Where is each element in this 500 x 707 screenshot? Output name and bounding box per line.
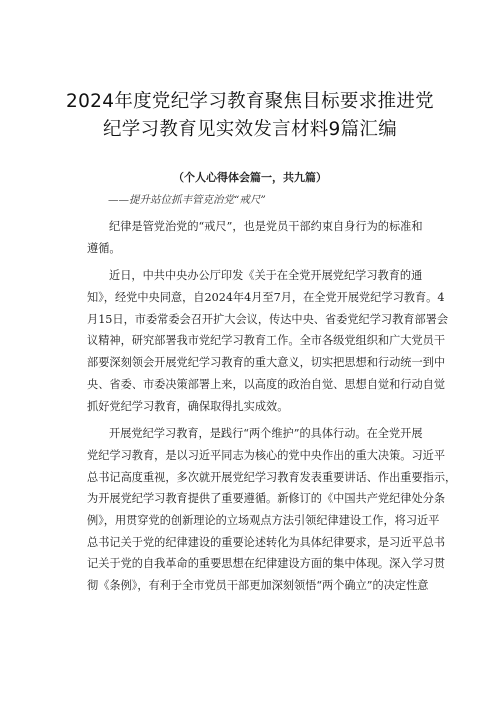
body-line: 彻《条例》，有利于全市党员干部更加深刻领悟“两个确立”的决定性意 bbox=[87, 579, 429, 592]
body-line: 抓好党纪学习教育，确保取得扎实成效。 bbox=[87, 399, 289, 413]
title-line-1: 2024年度党纪学习教育聚焦目标要求推进党 bbox=[66, 91, 434, 112]
body-line: 央、省委、市委决策部署上来，以高度的政治自觉、思想自觉和行动自觉 bbox=[87, 377, 446, 391]
body-line: 遵循。 bbox=[87, 241, 121, 255]
body-line: 开展党纪学习教育，是践行“两个维护”的具体行动。在全党开展 bbox=[109, 427, 423, 441]
title-line-2: 纪学习教育见实效发言材料9篇汇编 bbox=[102, 119, 398, 140]
body-line: 部要深刻领会开展党纪学习教育的重大意义，切实把思想和行动统一到中 bbox=[87, 356, 446, 370]
body-line: 总书记高度重视，多次就开展党纪学习教育发表重要讲话、作出重要指示， bbox=[87, 470, 457, 484]
body-line: 例》，用贯穿党的创新理论的立场观点方法引领纪律建设工作，将习近平 bbox=[87, 513, 440, 527]
document-title bbox=[60, 88, 440, 144]
body-line: 议精神，研究部署我市党纪学习教育工作。全市各级党组织和广大党员干 bbox=[87, 334, 446, 348]
body-line: 为开展党纪学习教育提供了重要遵循。新修订的《中国共产党纪律处分条 bbox=[87, 492, 446, 506]
body-line: 月15日，市委常委会召开扩大会议，传达中央、省委党纪学习教育部署会 bbox=[87, 312, 449, 326]
body-line: 总书记关于党的纪律建设的重要论述转化为具体纪律要求，是习近平总书 bbox=[87, 535, 446, 549]
document-byline: ——提升站位抓丰管克治党“戒尺” bbox=[108, 194, 266, 206]
body-line: 近日，中共中央办公厅印发《关于在全党开展党纪学习教育的通 bbox=[109, 269, 423, 283]
body-line: 党纪学习教育，是以习近平同志为核心的党中央作出的重大决策。习近平 bbox=[87, 448, 446, 462]
body-line: 纪律是管党治党的“戒尺”，也是党员干部约束自身行为的标准和 bbox=[109, 220, 423, 233]
document-subtitle: （个人心得体会篇一，共九篇） bbox=[173, 171, 327, 184]
body-line: 知》，经党中央同意，自2024年4月至7月，在全党开展党纪学习教育。4 bbox=[87, 291, 445, 305]
body-line: 记关于党的自我革命的重要思想在纪律建设方面的集中体现。深入学习贯 bbox=[87, 557, 446, 571]
document-body bbox=[87, 216, 457, 597]
